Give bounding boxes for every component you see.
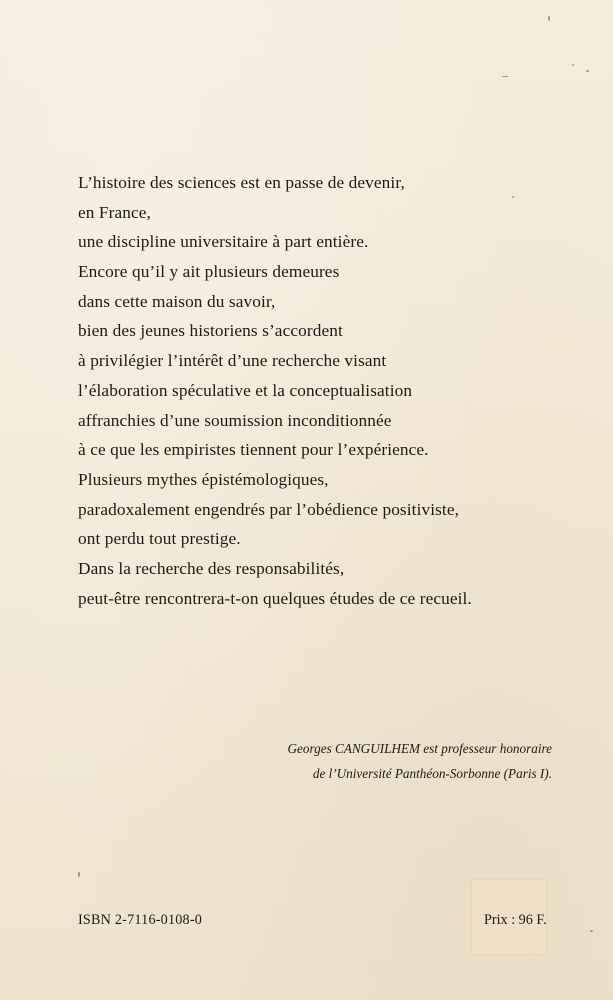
blurb-line: à ce que les empiristes tiennent pour l’expérience. <box>78 440 429 460</box>
blurb-line: peut-être rencontrera-t-on quelques études de ce recueil. <box>78 588 472 608</box>
author-note-line: de l’Université Panthéon-Sorbonne (Paris I). <box>312 766 552 781</box>
author-note-line: Georges CANGUILHEM est professeur honoraire <box>287 741 552 756</box>
blurb-line: bien des jeunes historiens s’accordent <box>78 321 343 341</box>
paper-speck <box>548 16 550 21</box>
blurb-line: Dans la recherche des responsabilités, <box>78 558 345 578</box>
price-label: Prix : 96 F. <box>484 912 547 928</box>
blurb-line: dans cette maison du savoir, <box>78 291 276 311</box>
paper-speck <box>590 930 593 932</box>
blurb-line: une discipline universitaire à part entière. <box>78 232 369 252</box>
paper-speck <box>502 76 508 77</box>
blurb-line: l’élaboration spéculative et la conceptualisation <box>78 380 413 400</box>
blurb-line: Plusieurs mythes épistémologiques, <box>78 469 329 489</box>
blurb-line: en France, <box>78 202 151 222</box>
author-note <box>288 736 552 786</box>
blurb-line: à privilégier l’intérêt d’une recherche visant <box>78 351 387 371</box>
blurb-line: affranchies d’une soumission inconditionnée <box>78 410 392 430</box>
blurb-line: L’histoire des sciences est en passe de devenir, <box>78 173 405 192</box>
blurb-text <box>78 168 598 613</box>
blurb-line: ont perdu tout prestige. <box>78 529 241 549</box>
blurb-line: paradoxalement engendrés par l’obédience positiviste, <box>78 499 460 519</box>
blurb-line: Encore qu’il y ait plusieurs demeures <box>78 262 340 282</box>
paper-speck <box>572 64 574 66</box>
isbn: ISBN 2-7116-0108-0 <box>78 912 203 928</box>
paper-speck <box>78 872 80 877</box>
paper-speck <box>586 70 589 72</box>
